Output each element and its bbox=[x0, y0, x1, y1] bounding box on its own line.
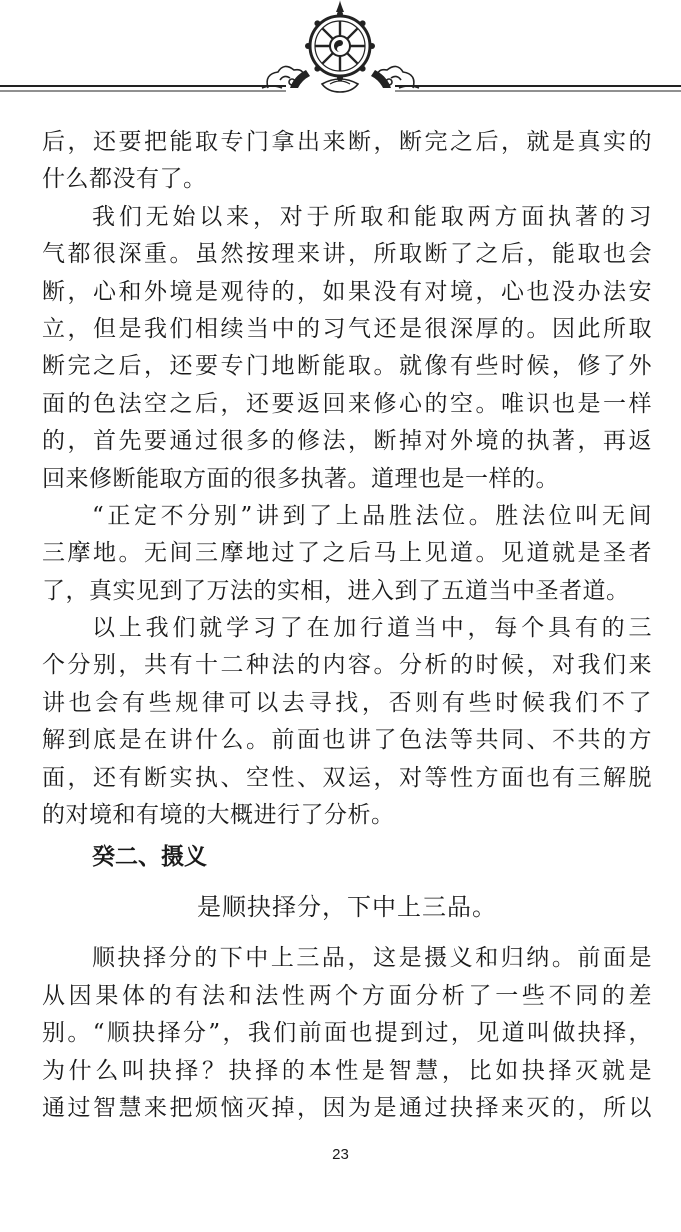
text-line: 个分别，共有十二种法的内容。分析的时候，对我们来 bbox=[42, 652, 652, 679]
paragraph-4 bbox=[42, 610, 652, 834]
text-line: 回来修断能取方面的很多执著。道理也是一样的。 bbox=[42, 465, 559, 492]
text-line: 解到底是在讲什么。前面也讲了色法等共同、不共的方 bbox=[42, 727, 652, 754]
text-line: 断，心和外境是观待的，如果没有对境，心也没办法安 bbox=[42, 278, 652, 305]
text-line: 别。“顺抉择分”，我们前面也提到过，见道叫做抉择， bbox=[42, 1020, 652, 1047]
page-body bbox=[42, 124, 652, 1127]
text-line: 从因果体的有法和法性两个方面分析了一些不同的差 bbox=[42, 982, 652, 1009]
paragraph-5 bbox=[42, 940, 652, 1127]
text-line: 气都很深重。虽然按理来讲，所取断了之后，能取也会 bbox=[42, 241, 652, 268]
text-line: 顺抉择分的下中上三品，这是摄义和归纳。前面是 bbox=[92, 945, 652, 972]
paragraph-3 bbox=[42, 498, 652, 610]
text-line: 了，真实见到了万法的实相，进入到了五道当中圣者道。 bbox=[42, 577, 630, 604]
text-line: 面的色法空之后，还要返回来修心的空。唯识也是一样 bbox=[42, 390, 652, 417]
root-verse: 是顺抉择分，下中上三品。 bbox=[197, 893, 497, 922]
text-line: 我们无始以来，对于所取和能取两方面执著的习 bbox=[92, 203, 652, 230]
text-line: 为什么叫抉择？抉择的本性是智慧，比如抉择灭就是 bbox=[42, 1057, 652, 1084]
text-line: 通过智慧来把烦恼灭掉，因为是通过抉择来灭的，所以 bbox=[42, 1094, 652, 1121]
dharma-wheel-icon bbox=[0, 0, 681, 110]
text-line: 后，还要把能取专门拿出来断，断完之后，就是真实的 bbox=[42, 129, 652, 155]
text-line: 面，还有断实执、空性、双运，对等性方面也有三解脱 bbox=[42, 764, 652, 791]
text-line: 什么都没有了。 bbox=[42, 166, 207, 193]
text-line: 讲也会有些规律可以去寻找，否则有些时候我们不了 bbox=[42, 689, 652, 716]
text-line: 以上我们就学习了在加行道当中，每个具有的三 bbox=[92, 615, 652, 642]
text-line: 三摩地。无间三摩地过了之后马上见道。见道就是圣者 bbox=[42, 540, 652, 567]
paragraph-1 bbox=[42, 124, 652, 199]
header-ornament bbox=[0, 0, 681, 110]
text-line: 的，首先要通过很多的修法，断掉对外境的执著，再返 bbox=[42, 428, 652, 455]
text-line: 断完之后，还要专门地断能取。就像有些时候，修了外 bbox=[42, 353, 652, 380]
text-line: 立，但是我们相续当中的习气还是很深厚的。因此所取 bbox=[42, 315, 652, 342]
page-number: 23 bbox=[332, 1146, 349, 1163]
text-line: “正定不分别”讲到了上品胜法位。胜法位叫无间 bbox=[92, 502, 652, 529]
paragraph-2 bbox=[42, 199, 652, 498]
section-heading: 癸二、摄义 bbox=[92, 844, 207, 871]
text-line: 的对境和有境的大概进行了分析。 bbox=[42, 802, 395, 829]
